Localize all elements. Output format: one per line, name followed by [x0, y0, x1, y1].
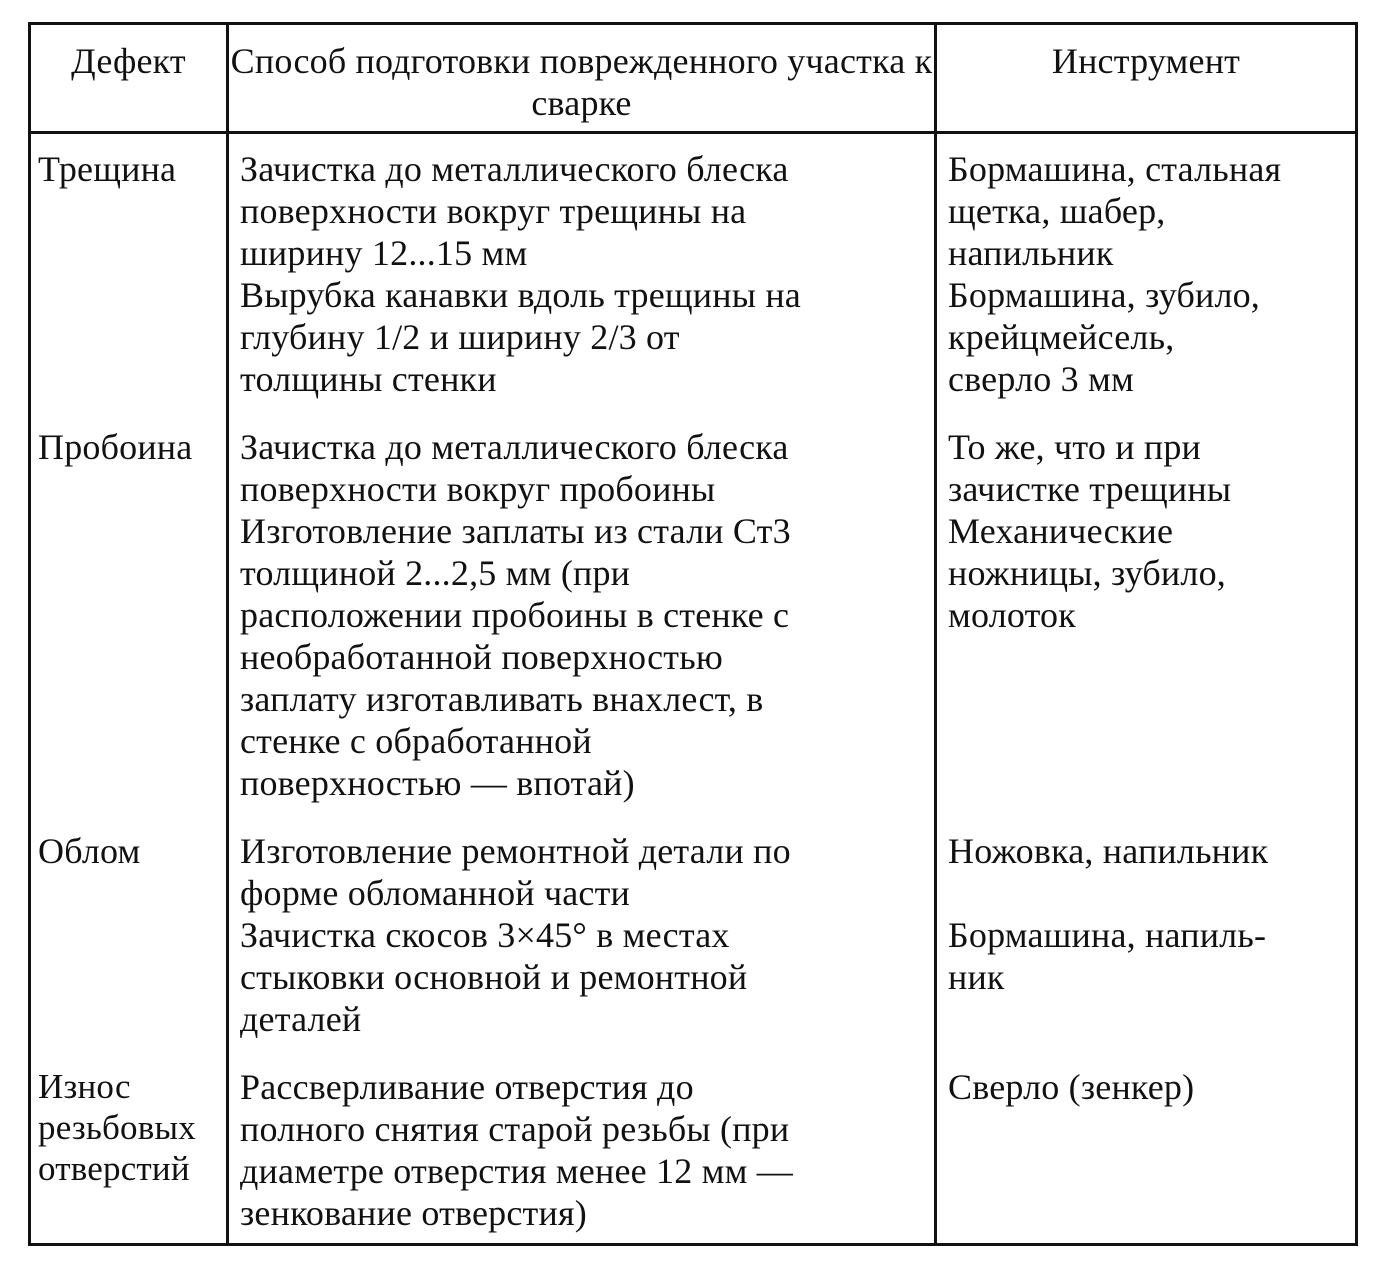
- row-4-tool: Сверло (зенкер): [948, 1067, 1195, 1107]
- header-tool: Инструмент: [1051, 41, 1241, 81]
- row-2-defect: Пробоина: [38, 427, 193, 467]
- row-2-tool: То же, что и при зачистке трещины Механические ножницы, зубило, молоток: [948, 427, 1232, 635]
- row-2-method: Зачистка до металлического блеска поверхности вокруг пробоины Изготовление заплаты из стали Ст3 толщиной 2...2,5 мм (при расположении пробоины в стенке с необработанной поверхностью заплату изготавливать внахлест, в стенке с обработанной поверхностью — впотай): [240, 427, 791, 803]
- row-3-tool: Ножовка, напильник Бормашина, напиль- ник: [948, 831, 1269, 997]
- column-divider-1: [226, 22, 229, 1246]
- row-4-method: Рассверливание отверстия до полного снятия старой резьбы (при диаметре отверстия менее 12 мм — зенкование отверстия): [240, 1067, 793, 1233]
- row-1-method: Зачистка до металлического блеска поверхности вокруг трещины на ширину 12...15 мм Вырубка канавки вдоль трещины на глубину 1/2 и ширину 2/3 от толщины стенки: [240, 149, 801, 399]
- column-divider-2: [934, 22, 937, 1246]
- header-divider: [28, 131, 1358, 134]
- row-1-tool: Бормашина, стальная щетка, шабер, напильник Бормашина, зубило, крейцмейсель, сверло 3 мм: [948, 149, 1282, 399]
- row-1-defect: Трещина: [38, 149, 177, 189]
- header-defect: Дефект: [71, 41, 186, 81]
- header-method: Способ подготовки поврежденного участка к сварке: [230, 41, 933, 123]
- row-3-defect: Облом: [38, 831, 141, 871]
- row-4-defect: Износ резьбовых отверстий: [38, 1067, 196, 1188]
- row-3-method: Изготовление ремонтной детали по форме обломанной части Зачистка скосов 3×45° в местах стыковки основной и ремонтной деталей: [240, 831, 791, 1039]
